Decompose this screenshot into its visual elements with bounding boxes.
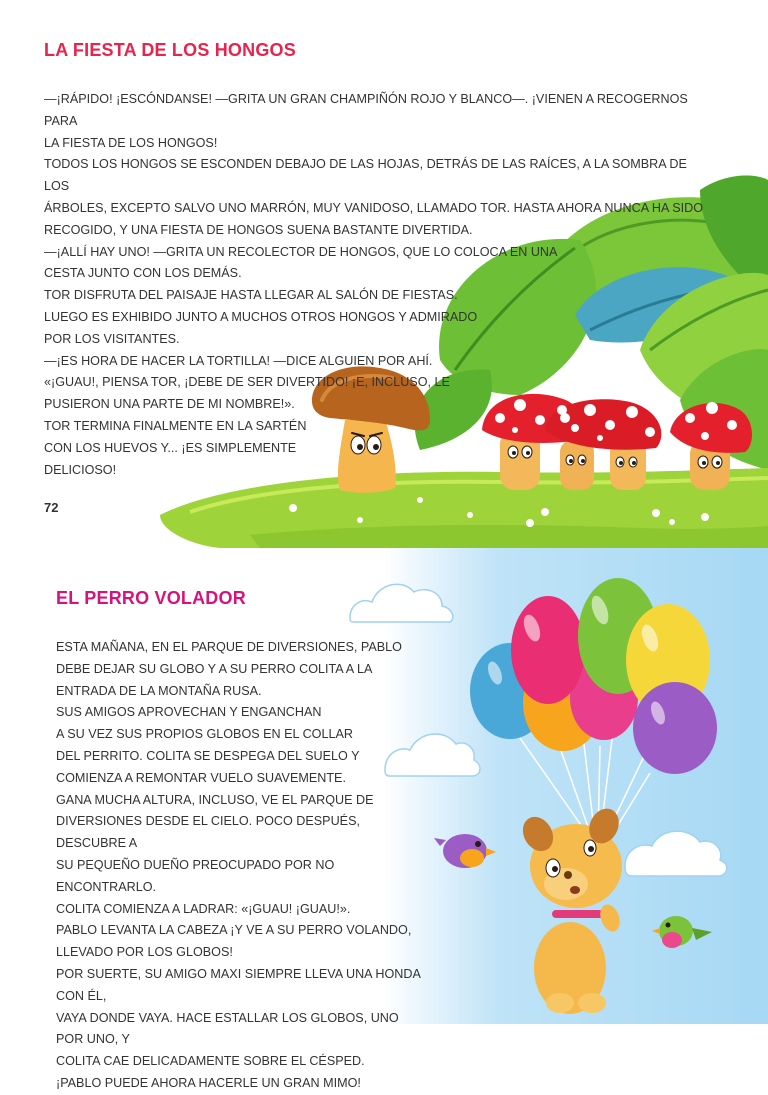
- story-line: LA FIESTA DE LOS HONGOS!: [44, 135, 218, 150]
- story-line: RECOGIDO, Y UNA FIESTA DE HONGOS SUENA BASTANTE DIVERTIDA.: [44, 222, 473, 237]
- page-number: 72: [44, 500, 59, 515]
- story-line: COLITA CAE DELICADAMENTE SOBRE EL CÉSPED.: [56, 1054, 365, 1069]
- story-line: LLEVADO POR LOS GLOBOS!: [56, 945, 233, 960]
- story-line: A SU VEZ SUS PROPIOS GLOBOS EN EL COLLAR: [56, 727, 353, 742]
- story-line: DEL PERRITO. COLITA SE DESPEGA DEL SUELO Y: [56, 748, 360, 763]
- story-line: CESTA JUNTO CON LOS DEMÁS.: [44, 266, 242, 281]
- story-line: ÁRBOLES, EXCEPTO SALVO UNO MARRÓN, MUY VANIDOSO, LLAMADO TOR. HASTA AHORA NUNCA HA SIDO: [44, 200, 703, 215]
- story-title: EL PERRO VOLADOR: [56, 588, 246, 608]
- story-body: [44, 89, 704, 481]
- story-line: SU PEQUEÑO DUEÑO PREOCUPADO POR NO ENCONTRARLO.: [56, 857, 335, 894]
- story-line: TOR DISFRUTA DEL PAISAJE HASTA LLEGAR AL SALÓN DE FIESTAS.: [44, 288, 458, 303]
- story-line: COLITA COMIENZA A LADRAR: «¡GUAU! ¡GUAU!».: [56, 901, 351, 916]
- story-line: GANA MUCHA ALTURA, INCLUSO, VE EL PARQUE DE: [56, 792, 374, 807]
- story-line: CON LOS HUEVOS Y... ¡ES SIMPLEMENTE: [44, 440, 297, 455]
- story-line: LUEGO ES EXHIBIDO JUNTO A MUCHOS OTROS HONGOS Y ADMIRADO: [44, 309, 478, 324]
- story-line: —¡ALLÍ HAY UNO! —GRITA UN RECOLECTOR DE HONGOS, QUE LO COLOCA EN UNA: [44, 244, 558, 259]
- balloons: [470, 578, 717, 774]
- story-line: DEBE DEJAR SU GLOBO Y A SU PERRO COLITA A LA: [56, 661, 373, 676]
- story-line: COMIENZA A REMONTAR VUELO SUAVEMENTE.: [56, 770, 346, 785]
- story-line: «¡GUAU!, PIENSA TOR, ¡DEBE DE SER DIVERTIDO! ¡E, INCLUSO, LE: [44, 375, 450, 390]
- story-line: —¡ES HORA DE HACER LA TORTILLA! —DICE ALGUIEN POR AHÍ.: [44, 353, 433, 368]
- story-body: [56, 637, 426, 1095]
- dog-colita: [517, 804, 624, 1014]
- story-title: LA FIESTA DE LOS HONGOS: [44, 40, 296, 60]
- story-line: DELICIOSO!: [44, 462, 117, 477]
- story-line: —¡RÁPIDO! ¡ESCÓNDANSE! —GRITA UN GRAN CHAMPIÑÓN ROJO Y BLANCO—. ¡VIENEN A RECOGERNOS PARA: [44, 92, 688, 128]
- story-line: PUSIERON UNA PARTE DE MI NOMBRE!».: [44, 397, 295, 412]
- story-line: TODOS LOS HONGOS SE ESCONDEN DEBAJO DE LAS HOJAS, DETRÁS DE LAS RAÍCES, A LA SOMBRA DE LOS: [44, 157, 687, 194]
- story-line: TOR TERMINA FINALMENTE EN LA SARTÉN: [44, 418, 307, 433]
- story-line: SUS AMIGOS APROVECHAN Y ENGANCHAN: [56, 705, 322, 720]
- story-flying-dog: [0, 548, 768, 1090]
- story-line: POR LOS VISITANTES.: [44, 331, 180, 346]
- story-line: ESTA MAÑANA, EN EL PARQUE DE DIVERSIONES, PABLO: [56, 640, 402, 654]
- story-line: ¡PABLO PUEDE AHORA HACERLE UN GRAN MIMO!: [56, 1075, 361, 1090]
- story-line: ENTRADA DE LA MONTAÑA RUSA.: [56, 683, 262, 698]
- story-line: POR SUERTE, SU AMIGO MAXI SIEMPRE LLEVA UNA HONDA CON ÉL,: [56, 966, 421, 1003]
- story-line: DIVERSIONES DESDE EL CIELO. POCO DESPUÉS, DESCUBRE A: [56, 814, 360, 851]
- story-line: VAYA DONDE VAYA. HACE ESTALLAR LOS GLOBOS, UNO POR UNO, Y: [56, 1010, 399, 1047]
- story-line: PABLO LEVANTA LA CABEZA ¡Y VE A SU PERRO VOLANDO,: [56, 923, 412, 938]
